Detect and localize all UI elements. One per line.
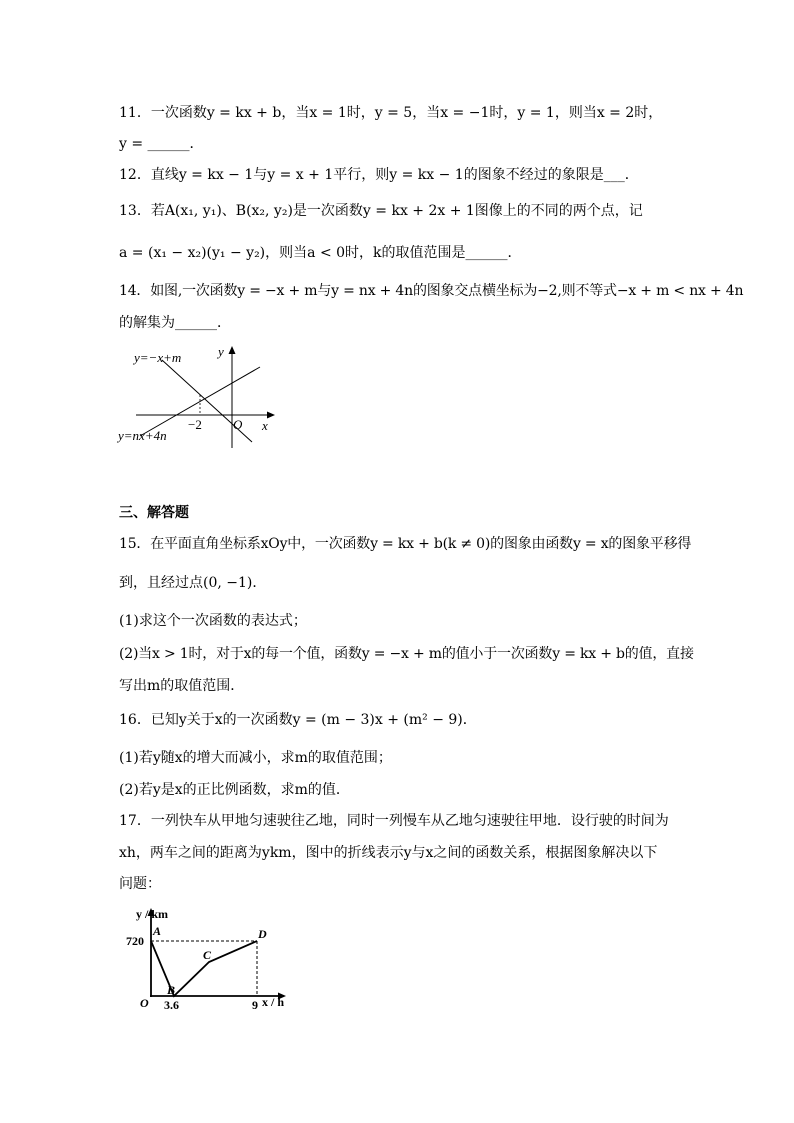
q14-tick-label: −2: [188, 417, 202, 432]
q17-y-axis-label: y / km: [136, 907, 169, 921]
q17-line3: 问题：: [119, 876, 161, 892]
q15-part2-line1: (2)当x > 1时，对于x的每一个值，函数y = −x + m的值小于一次函数y = kx + b的值，直接: [119, 646, 694, 662]
q15-part2-line2: 写出m的取值范围．: [119, 678, 245, 694]
q16-line1: 16．已知y关于x的一次函数y = (m − 3)x + (m² − 9)．: [119, 712, 477, 728]
q17-x-tick-3-6: 3.6: [164, 998, 179, 1012]
q14-line1: 14．如图,一次函数y = −x + m与y = nx + 4n的图象交点横坐标为−2,则不等式−x + m < nx + 4n: [119, 283, 744, 299]
q11-line1: 11．一次函数y = kx + b，当x = 1时，y = 5，当x = −1时，y = 1，则当x = 2时，: [119, 105, 663, 121]
q14-y-arrow-icon: [229, 346, 236, 354]
q14-x-label: x: [262, 418, 268, 433]
q17-point-a: A: [153, 924, 162, 938]
q17-line1: 17．一列快车从甲地匀速驶往乙地，同时一列慢车从乙地匀速驶往甲地．设行驶的时间为: [119, 813, 669, 829]
q15-line1: 15．在平面直角坐标系xOy中，一次函数y = kx + b(k ≠ 0)的图象由函数y = x的图象平移得: [119, 536, 692, 552]
q14-origin-label: O: [233, 417, 243, 432]
q17-y-tick-720: 720: [126, 934, 144, 948]
q14-y-label: y: [218, 344, 224, 359]
q17-graph: [120, 900, 300, 1012]
section-title: 三、解答题: [119, 505, 189, 521]
q11-line2: y = ______．: [119, 136, 204, 152]
q13-line2: a = (x₁ − x₂)(y₁ − y₂)，则当a < 0时，k的取值范围是______．: [119, 245, 522, 261]
q15-line2: 到，且经过点(0, −1)．: [119, 575, 267, 591]
q17-point-c: C: [203, 948, 212, 962]
q17-origin-label: O: [140, 996, 149, 1010]
q17-point-d: D: [258, 927, 267, 941]
q14-graph: [112, 340, 282, 456]
q17-x-tick-9: 9: [252, 998, 258, 1012]
q17-line2: xh，两车之间的距离为ykm，图中的折线表示y与x之间的函数关系，根据图象解决以下: [119, 845, 658, 861]
q14-label-line1: y=−x+m: [134, 350, 182, 365]
q16-part2: (2)若y是x的正比例函数，求m的值．: [119, 782, 350, 798]
q16-part1: (1)若y随x的增大而减小，求m的取值范围；: [119, 750, 392, 766]
q14-line2: 的解集为______．: [119, 315, 231, 331]
q15-part1: (1)求这个一次函数的表达式；: [119, 613, 307, 629]
q14-x-arrow-icon: [267, 412, 275, 419]
q17-x-axis-label: x / h: [262, 995, 285, 1009]
q13-line1: 13．若A(x₁, y₁)、B(x₂, y₂)是一次函数y = kx + 2x + 1图像上的不同的两个点，记: [119, 203, 643, 219]
q14-label-line2: y=nx+4n: [118, 428, 167, 443]
q12-line1: 12．直线y = kx − 1与y = x + 1平行，则y = kx − 1的图象不经过的象限是___．: [119, 167, 639, 183]
q17-point-b: B: [167, 983, 176, 997]
